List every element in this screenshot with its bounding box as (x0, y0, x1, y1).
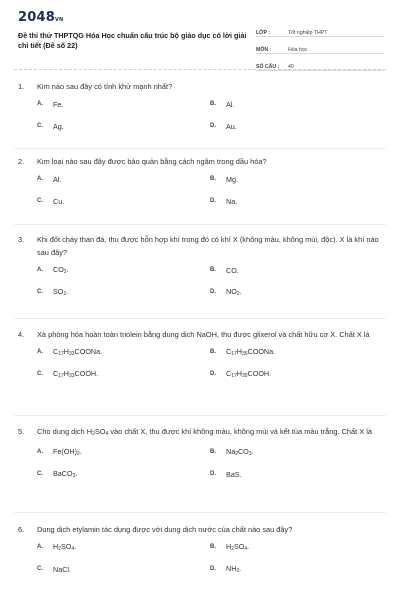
option-c[interactable] (37, 558, 210, 580)
option-text: Au. (226, 121, 237, 131)
answer-options (37, 259, 384, 303)
exam-header (18, 10, 384, 70)
option-c[interactable] (37, 463, 210, 485)
option-text: $NO_2$. (226, 287, 242, 297)
option-letter: B. (210, 176, 216, 182)
question-text: Khi đốt cháy than đá, thu được hỗn hợp khí trong đó có khí X (không màu, không mùi, độc). X là khí nào sau đây? (37, 235, 379, 257)
option-letter: A. (37, 267, 43, 273)
question-separator (14, 512, 386, 513)
option-d[interactable] (210, 363, 383, 385)
option-text: $Na_2CO_3$. (226, 447, 254, 457)
option-letter: D. (210, 566, 216, 572)
answer-options (37, 341, 384, 385)
option-letter: C. (37, 289, 43, 295)
option-letter: C. (37, 198, 43, 204)
option-c[interactable] (37, 115, 210, 137)
meta-class-row (256, 23, 384, 37)
meta-subject-value: Hóa học (288, 47, 308, 53)
option-d[interactable] (210, 281, 383, 303)
answer-options (37, 168, 384, 212)
question-1 (18, 80, 384, 137)
option-letter: A. (37, 176, 43, 182)
option-text: $C_{17}H_{33}COONa$. (53, 347, 103, 357)
option-d[interactable] (210, 463, 383, 485)
option-a[interactable] (37, 536, 210, 558)
question-number: 4. (18, 330, 25, 339)
option-text: Na. (226, 196, 238, 206)
answer-options (37, 93, 384, 137)
question-6 (18, 523, 384, 580)
option-a[interactable] (37, 93, 210, 115)
question-number: 2. (18, 157, 25, 166)
option-b[interactable] (210, 168, 383, 190)
question-2 (18, 155, 384, 212)
question-text-row (18, 155, 384, 168)
option-letter: B. (210, 449, 216, 455)
meta-class-label: LỚP : (256, 30, 271, 36)
option-text: $Fe(OH)_2$. (53, 447, 82, 457)
option-b[interactable] (210, 441, 383, 463)
option-letter: D. (210, 471, 216, 477)
exam-meta (256, 23, 384, 74)
question-number: 5. (18, 427, 25, 436)
option-letter: D. (210, 123, 216, 129)
option-a[interactable] (37, 441, 210, 463)
option-text: $H_2SO_4$. (226, 542, 250, 552)
option-text: Ag. (53, 121, 64, 131)
question-separator (14, 415, 386, 416)
question-text: Xà phòng hóa hoàn toàn triolein bằng dung dịch NaOH, thu được glixerol và chất hữu cơ X. Chất X là (37, 330, 370, 339)
option-letter: C. (37, 123, 43, 129)
question-3 (18, 233, 384, 303)
option-d[interactable] (210, 115, 383, 137)
site-logo[interactable] (18, 10, 63, 25)
question-separator (14, 318, 386, 319)
option-letter: C. (37, 371, 43, 377)
option-letter: A. (37, 449, 43, 455)
question-text-row (18, 80, 384, 93)
logo-text: 2048 (18, 10, 55, 25)
option-text: BaS. (226, 469, 242, 479)
option-b[interactable] (210, 259, 383, 281)
option-c[interactable] (37, 190, 210, 212)
question-text: Kim nào sau đây có tính khử mạnh nhất? (37, 82, 173, 91)
option-letter: A. (37, 349, 43, 355)
option-text: $C_{17}H_{33}COOH$. (53, 369, 99, 379)
question-text-row (18, 425, 384, 441)
option-c[interactable] (37, 281, 210, 303)
meta-class-value: Tốt nghiệp THPT (288, 30, 328, 36)
option-b[interactable] (210, 341, 383, 363)
option-letter: C. (37, 471, 43, 477)
option-text: Al. (53, 174, 62, 184)
option-text: CO. (226, 265, 239, 275)
option-text: $C_{17}H_{35}COONa$. (226, 347, 276, 357)
question-text: Kim loại nào sau đây được bảo quản bằng cách ngâm trong dầu hỏa? (37, 157, 267, 166)
option-letter: A. (37, 101, 43, 107)
logo-suffix: VN (54, 17, 64, 23)
header-divider (14, 69, 386, 70)
question-text-row (18, 523, 384, 536)
question-text-row (18, 233, 384, 259)
question-text: Dung dịch etylamin tác dụng được với dung dịch nước của chất nào sau đây? (37, 525, 293, 534)
option-letter: D. (210, 198, 216, 204)
option-text: BaCO$_3$. (53, 469, 78, 479)
option-text: $C_{17}H_{35}COOH$. (226, 369, 272, 379)
option-text: $H_2SO_4$. (53, 542, 77, 552)
question-5 (18, 425, 384, 485)
option-letter: C. (37, 566, 43, 572)
question-separator (14, 224, 386, 225)
option-text: $CO_2$. (53, 265, 69, 275)
option-text: Mg. (226, 174, 238, 184)
option-a[interactable] (37, 341, 210, 363)
question-4 (18, 328, 384, 385)
answer-options (37, 536, 384, 580)
option-letter: B. (210, 544, 216, 550)
question-text-row (18, 328, 384, 341)
option-d[interactable] (210, 190, 383, 212)
option-text: NaCl. (53, 564, 71, 574)
answer-options (37, 441, 384, 485)
meta-subject-label: MÔN : (256, 47, 272, 53)
option-letter: B. (210, 349, 216, 355)
option-b[interactable] (210, 536, 383, 558)
option-letter: A. (37, 544, 43, 550)
meta-count-value: 40 (288, 64, 294, 70)
question-separator (14, 148, 386, 149)
option-letter: B. (210, 267, 216, 273)
option-b[interactable] (210, 93, 383, 115)
question-number: 6. (18, 525, 25, 534)
option-letter: B. (210, 101, 216, 107)
question-text: Cho dung dịch $H_2SO_4$ vào chất X, thu được khí không màu, không mùi và kết tủa màu trắng. Chất X là (37, 427, 372, 437)
meta-count-label: SỐ CÂU : (256, 64, 280, 70)
option-text: Al. (226, 99, 235, 109)
question-number: 3. (18, 235, 25, 244)
option-letter: D. (210, 371, 216, 377)
question-number: 1. (18, 82, 25, 91)
option-c[interactable] (37, 363, 210, 385)
option-a[interactable] (37, 168, 210, 190)
option-letter: D. (210, 289, 216, 295)
meta-subject-row (256, 40, 384, 54)
option-text: Fe. (53, 99, 64, 109)
option-a[interactable] (37, 259, 210, 281)
option-text: Cu. (53, 196, 65, 206)
option-d[interactable] (210, 558, 383, 580)
exam-title: Đề thi thử THPTQG Hóa Học chuẩn cấu trúc bộ giáo dục có lời giải chi tiết (Đề số 22) (18, 31, 247, 50)
option-text: $SO_2$. (53, 287, 69, 297)
option-text: $NH_3$. (226, 564, 242, 574)
